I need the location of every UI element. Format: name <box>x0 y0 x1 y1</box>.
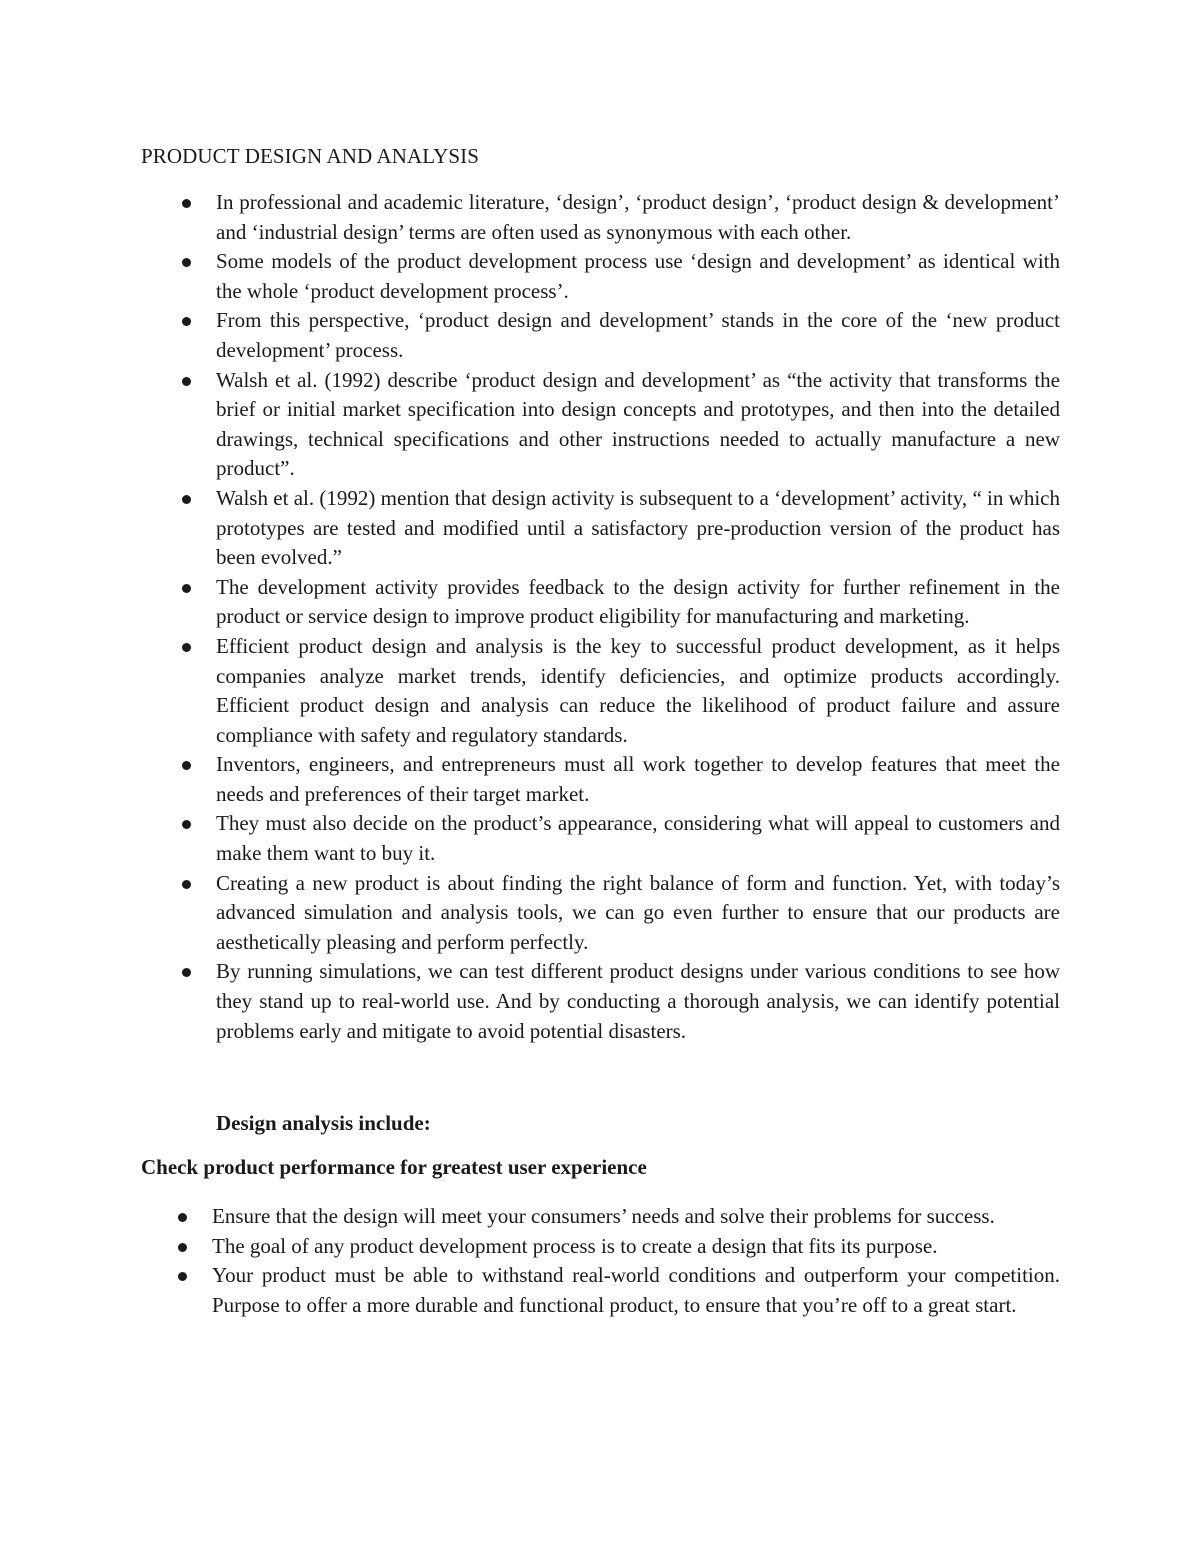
list-item-text: By running simulations, we can test different product designs under various conditions to see how they stand up to real-world use. And by conducting a thorough analysis, we can identify potential problems early and mitigate to avoid potential disasters. <box>216 959 1060 1043</box>
list-item-text: Walsh et al. (1992) mention that design activity is subsequent to a ‘development’ activity, “ in which prototypes are tested and modified until a satisfactory pre-production version of the product has been evolved.” <box>216 485 1060 570</box>
list-item <box>172 1202 1060 1232</box>
bullet-icon <box>182 968 191 977</box>
bullet-icon <box>182 880 191 889</box>
list-item <box>176 573 1060 632</box>
bullet-icon <box>182 643 191 652</box>
bullet-icon <box>182 820 191 829</box>
bullet-icon <box>178 1213 187 1222</box>
bullet-icon <box>182 584 191 593</box>
bullet-icon <box>182 199 191 208</box>
design-analysis-heading: Design analysis include: <box>216 1111 431 1135</box>
bullet-icon <box>182 317 191 326</box>
list-item-text: Your product must be able to withstand real-world conditions and outperform your competition. Purpose to offer a more durable and functional product, to ensure that you’re off to a great start. <box>212 1263 1060 1317</box>
list-item-text: Inventors, engineers, and entrepreneurs must all work together to develop features that meet the needs and preferences of their target market. <box>216 752 1060 806</box>
section-heading: Check product performance for greatest user experience <box>141 1155 647 1179</box>
list-item <box>176 869 1060 958</box>
list-item <box>176 366 1060 484</box>
list-item <box>176 750 1060 809</box>
list-item-text: Walsh et al. (1992) describe ‘product design and development’ as “the activity that transforms the brief or initial market specification into design concepts and prototypes, and then into the detailed drawings, technical specifications and other instructions needed to actually manufacture a new product”. <box>216 367 1060 481</box>
main-bullet-list <box>176 188 1060 1046</box>
bullet-icon <box>182 495 191 504</box>
document-title: PRODUCT DESIGN AND ANALYSIS <box>141 144 480 168</box>
list-item <box>176 632 1060 750</box>
bullet-icon <box>178 1272 187 1281</box>
list-item-text: They must also decide on the product’s appearance, considering what will appeal to customers and make them want to buy it. <box>216 811 1060 866</box>
list-item <box>176 484 1060 573</box>
list-item-text: Ensure that the design will meet your consumers’ needs and solve their problems for success. <box>212 1204 995 1228</box>
bullet-icon <box>182 258 191 267</box>
list-item-text: In professional and academic literature, ‘design’, ‘product design’, ‘product design & development’ and ‘industrial design’ terms are often used as synonymous with each other. <box>216 190 1060 244</box>
bullet-icon <box>182 377 191 386</box>
list-item <box>172 1261 1060 1320</box>
list-item-text: The goal of any product development process is to create a design that fits its purpose. <box>212 1233 938 1258</box>
list-item-text: Efficient product design and analysis is the key to successful product development, as it helps companies analyze market trends, identify deficiencies, and optimize products accordingly. Efficient product design and analysis can reduce the likelihood of product failure and assure compliance with safety and regulatory standards. <box>216 633 1060 747</box>
bullet-icon <box>178 1243 187 1252</box>
list-item <box>176 957 1060 1046</box>
bullet-icon <box>182 761 191 770</box>
list-item <box>176 247 1060 306</box>
section-bullet-list <box>172 1202 1060 1320</box>
list-item <box>176 188 1060 247</box>
list-item-text: The development activity provides feedback to the design activity for further refinement in the product or service design to improve product eligibility for manufacturing and marketing. <box>216 574 1060 629</box>
list-item-text: From this perspective, ‘product design and development’ stands in the core of the ‘new product development’ process. <box>216 308 1060 362</box>
list-item <box>176 809 1060 868</box>
list-item <box>172 1232 1060 1262</box>
list-item-text: Creating a new product is about finding the right balance of form and function. Yet, with today’s advanced simulation and analysis tools, we can go even further to ensure that our products are aesthetically pleasing and perform perfectly. <box>216 870 1060 954</box>
list-item-text: Some models of the product development process use ‘design and development’ as identical with the whole ‘product development process’. <box>216 249 1060 303</box>
list-item <box>176 306 1060 365</box>
